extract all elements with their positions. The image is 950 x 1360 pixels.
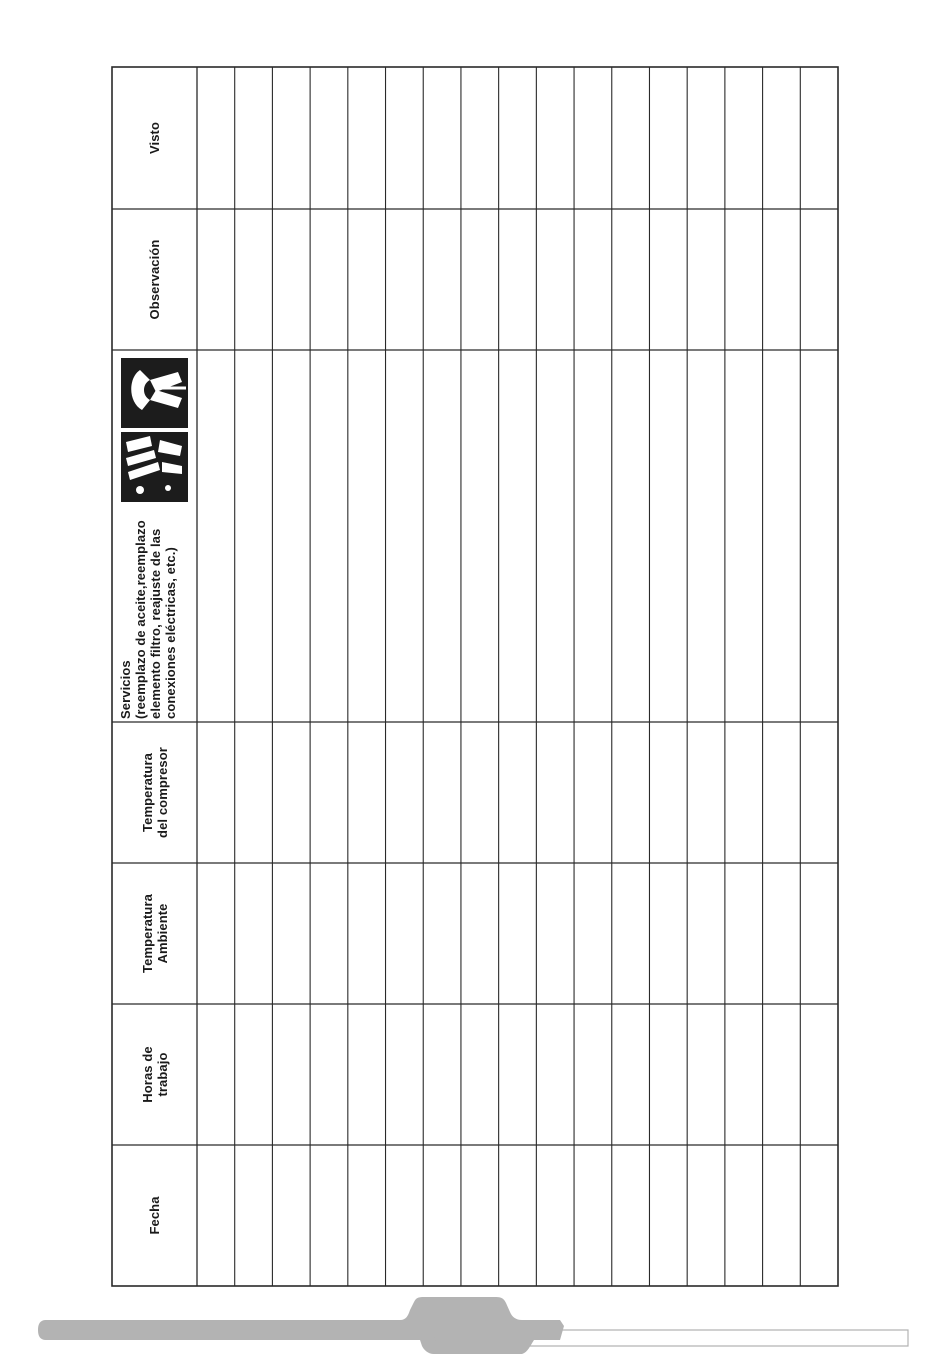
column-header-temp-ambiente: Temperatura Ambiente [139,894,170,973]
column-header-temp-compresor: Temperatura del compresor [139,747,170,838]
column-header-fecha: Fecha [147,1196,162,1235]
table-border [112,67,838,1286]
page-footer-bar [0,1290,950,1360]
column-dividers [112,209,838,1145]
row-dividers [235,67,801,1286]
column-header-horas: Horas de trabajo [139,1046,170,1103]
column-header-visto: Visto [147,121,162,155]
column-header-servicios: Servicios (reemplazo de aceite,reemplazo elemento filtro, reajuste de las conexiones eléctricas, etc.) [118,520,178,719]
column-header-observacion: Observación [147,239,162,320]
